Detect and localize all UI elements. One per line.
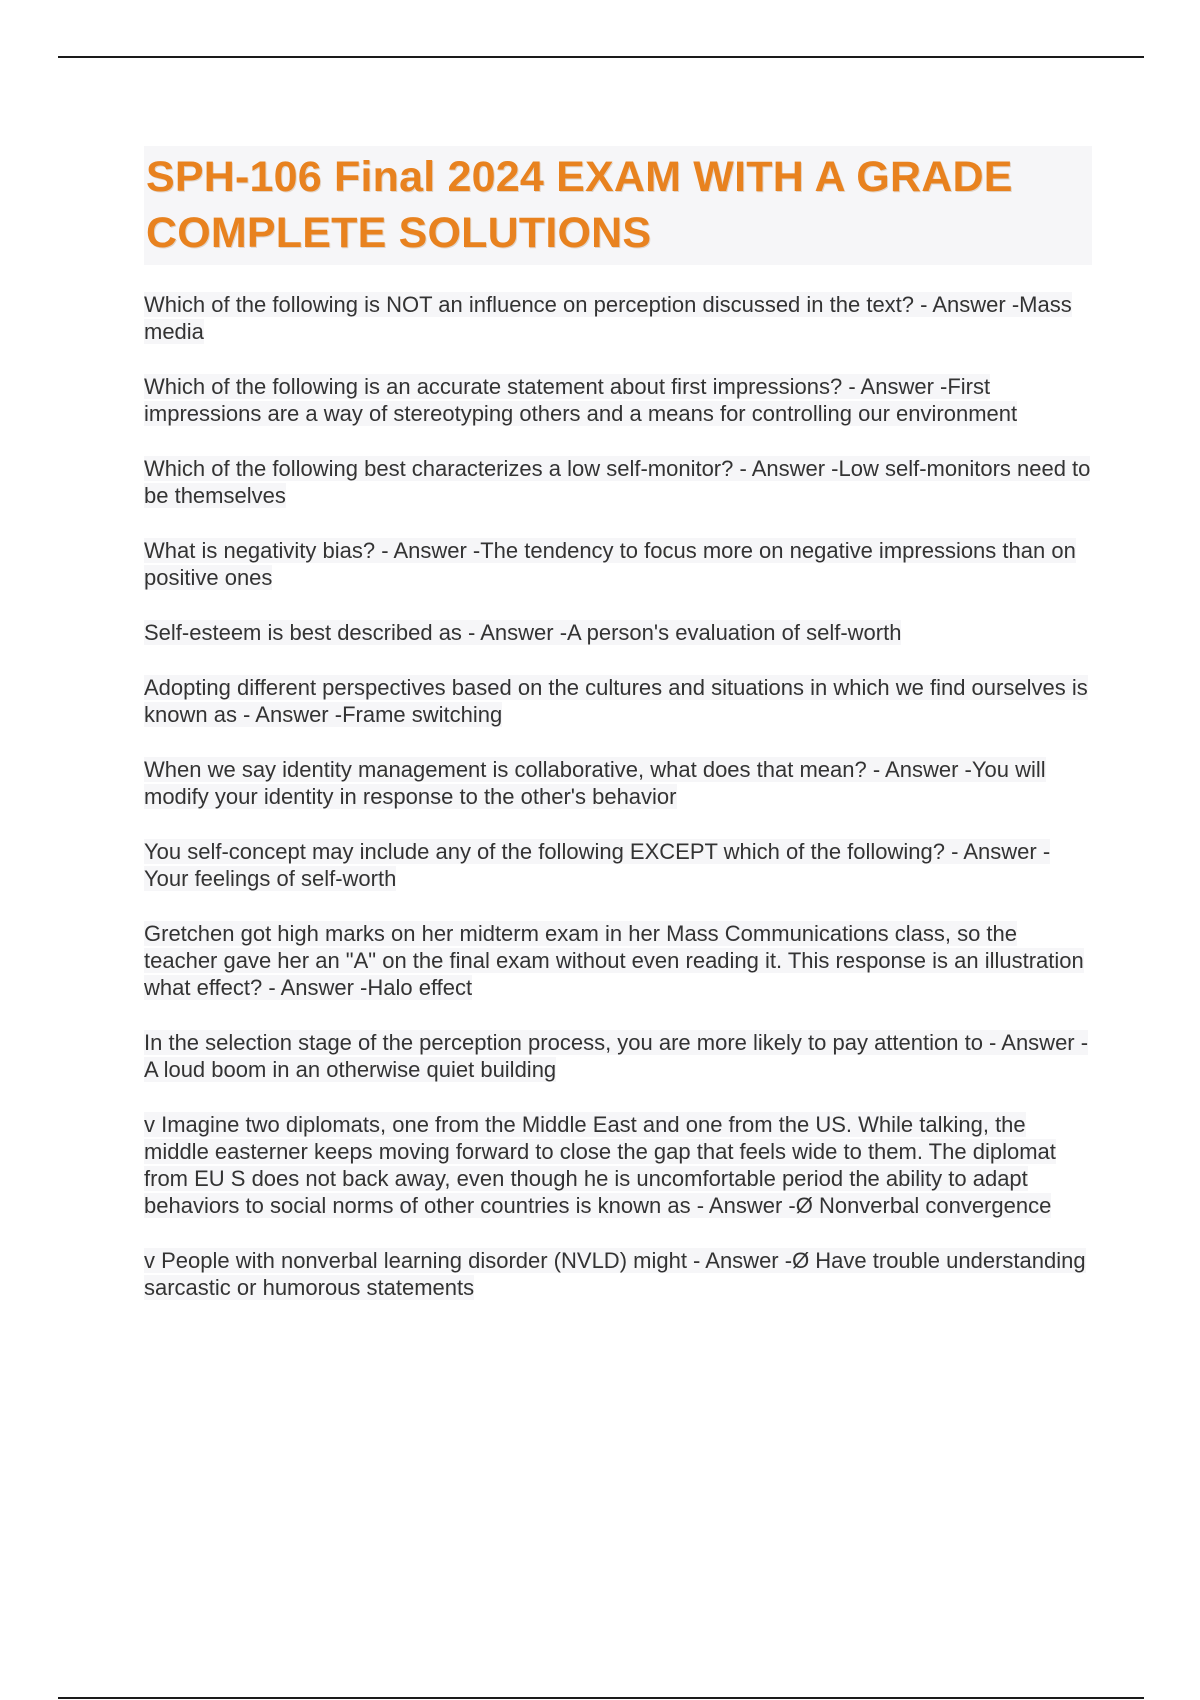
qa-item: In the selection stage of the perception process, you are more likely to pay attention to - Answer -A loud boom in an otherwise quiet building [144, 1030, 1089, 1082]
qa-item: v Imagine two diplomats, one from the Middle East and one from the US. While talking, the middle easterner keeps moving forward to close the gap that feels wide to them. The diplomat from EU S does not back away, even though he is uncomfortable period the ability to adapt behaviors to social norms of other countries is known as - Answer -Ø Nonverbal convergence [144, 1112, 1056, 1218]
bottom-rule [58, 1697, 1144, 1699]
qa-item: You self-concept may include any of the following EXCEPT which of the following? - Answer -Your feelings of self-worth [144, 839, 1051, 891]
qa-item: When we say identity management is collaborative, what does that mean? - Answer -You will modify your identity in response to the other's behavior [144, 757, 1046, 809]
qa-item: Which of the following is NOT an influence on perception discussed in the text? - Answer -Mass media [144, 292, 1072, 344]
qa-item: v People with nonverbal learning disorder (NVLD) might - Answer -Ø Have trouble understanding sarcastic or humorous statements [144, 1248, 1086, 1300]
title-block [144, 146, 1092, 265]
qa-item: Which of the following is an accurate statement about first impressions? - Answer -First impressions are a way of stereotyping others and a means for controlling our environment [144, 374, 1018, 426]
document-body [144, 146, 1092, 1329]
qa-item: Which of the following best characterizes a low self-monitor? - Answer -Low self-monitors need to be themselves [144, 456, 1091, 508]
qa-item: Self-esteem is best described as - Answer -A person's evaluation of self-worth [144, 620, 902, 645]
top-rule [58, 56, 1144, 58]
qa-item: Adopting different perspectives based on the cultures and situations in which we find ourselves is known as - Answer -Frame switching [144, 675, 1088, 727]
qa-item: What is negativity bias? - Answer -The tendency to focus more on negative impressions than on positive ones [144, 538, 1076, 590]
qa-item: Gretchen got high marks on her midterm exam in her Mass Communications class, so the teacher gave her an "A" on the final exam without even reading it. This response is an illustration what effect? - Answer -Halo effect [144, 921, 1084, 1000]
document-title: SPH-106 Final 2024 EXAM WITH A GRADE COMPLETE SOLUTIONS [146, 153, 1013, 257]
